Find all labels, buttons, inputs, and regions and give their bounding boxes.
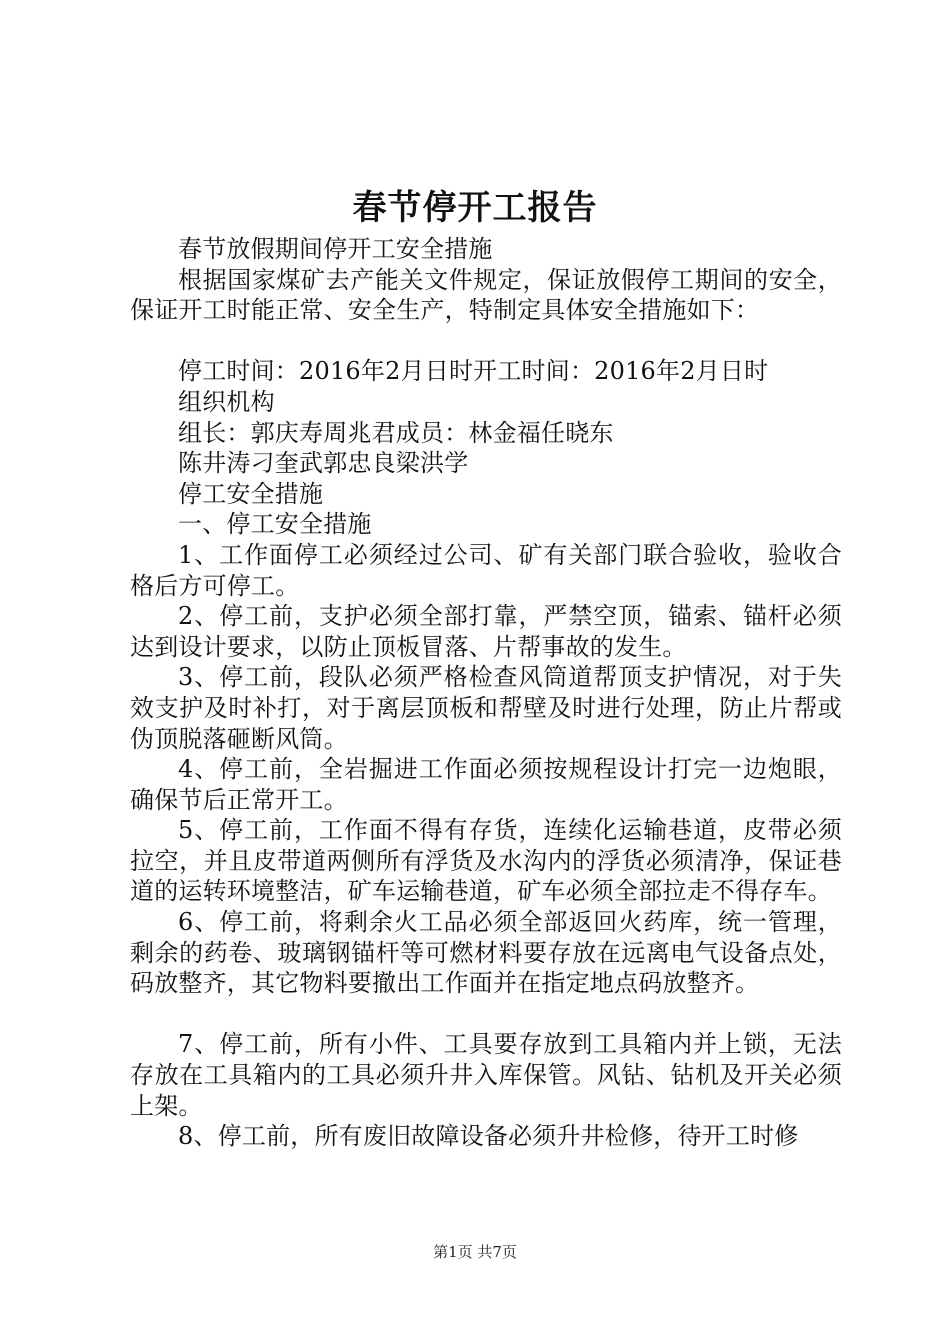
paragraph-item-7: 7、停工前，所有小件、工具要存放到工具箱内并上锁，无法存放在工具箱内的工具必须升井入库保管。风钻、钻机及开关必须上架。 <box>130 1030 842 1120</box>
document-title: 春节停开工报告 <box>352 188 598 228</box>
paragraph-organization: 组织机构 <box>178 387 275 416</box>
paragraph-item-1: 1、工作面停工必须经过公司、矿有关部门联合验收，验收合格后方可停工。 <box>130 540 842 600</box>
paragraph-section-one: 一、停工安全措施 <box>178 510 372 539</box>
page-footer: 第1页 共7页 <box>433 1243 517 1261</box>
blank-line <box>130 326 842 357</box>
paragraph-item-4: 4、停工前，全岩掘进工作面必须按规程设计打完一边炮眼，确保节后正常开工。 <box>130 755 842 814</box>
paragraph-leaders: 组长：郭庆寿周兆君成员：林金福任晓东 <box>178 418 614 447</box>
paragraph-item-8: 8、停工前，所有废旧故障设备必须升井检修，待开工时修 <box>178 1122 799 1151</box>
document-body <box>130 234 842 1152</box>
paragraph-members: 陈井涛刁奎武郭忠良梁洪学 <box>178 449 469 478</box>
paragraph-schedule: 停工时间：2016年2月日时开工时间：2016年2月日时 <box>178 357 769 386</box>
paragraph-heading-measures: 停工安全措施 <box>178 479 324 508</box>
paragraph-item-2: 2、停工前，支护必须全部打靠，严禁空顶，锚索、锚杆必须达到设计要求，以防止顶板冒落、片帮事故的发生。 <box>130 602 842 661</box>
paragraph-item-3: 3、停工前，段队必须严格检查风筒道帮顶支护情况，对于失效支护及时补打，对于离层顶板和帮壁及时进行处理，防止片帮或伪顶脱落砸断风筒。 <box>130 663 842 753</box>
paragraph-subtitle: 春节放假期间停开工安全措施 <box>178 235 493 263</box>
paragraph-item-6: 6、停工前，将剩余火工品必须全部返回火药库，统一管理，剩余的药卷、玻璃钢锚杆等可燃材料要存放在远离电气设备点处，码放整齐，其它物料要撤出工作面并在指定地点码放整齐。 <box>130 908 842 998</box>
blank-line <box>130 999 842 1030</box>
paragraph-intro: 根据国家煤矿去产能关文件规定，保证放假停工期间的安全，保证开工时能正常、安全生产，特制定具体安全措施如下： <box>130 265 842 325</box>
paragraph-item-5: 5、停工前，工作面不得有存货，连续化运输巷道，皮带必须拉空，并且皮带道两侧所有浮货及水沟内的浮货必须清净，保证巷道的运转环境整洁，矿车运输巷道，矿车必须全部拉走不得存车。 <box>130 816 842 906</box>
